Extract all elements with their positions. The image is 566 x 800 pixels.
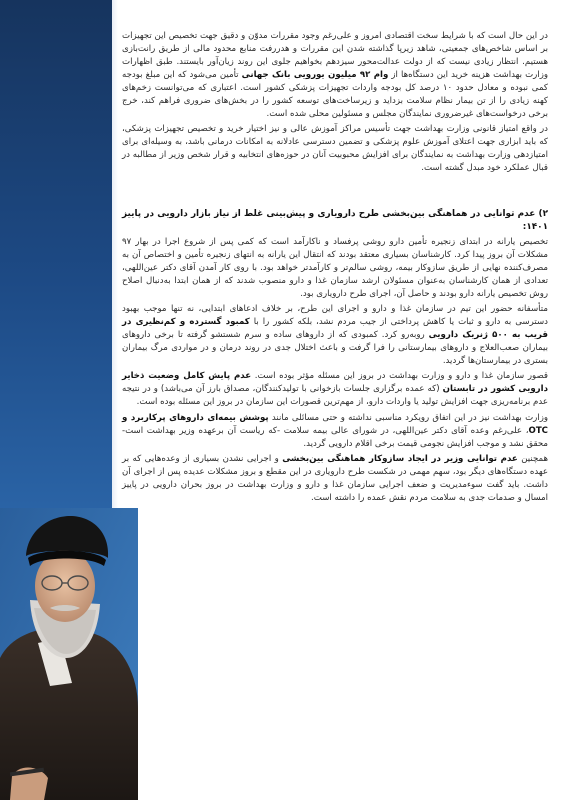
paragraph xyxy=(122,412,548,451)
text-run: تأمین می‌شود که این مبلغ بودجه کمی نبوده و معادل حدود ۱۰ درصد کل بودجه واردات تجهیزات پزشکی کشور است. اعتباری که می‌توانست زخم‌های کهنه زیادی را از تن بیمار نظام سلامت بزداید و زیرساخت‌های توسعه کشور را در بخش‌های ضروری فراهم کند، خرج برخی درخواست‌های غیرضروری نمایندگان مجلس و مسئولین محلی شده است. xyxy=(122,70,549,120)
section-heading xyxy=(122,208,548,234)
text-run: متأسفانه حضور این تیم در سازمان غذا و دارو و اجرای این طرح، بر خلاف ادعاهای ابتدایی، نه تنها موجب بهبود دسترسی به دارو و ثبات یا کاهش پرداختی از جیب مردم نشد، بلکه کشور را با xyxy=(122,304,548,328)
bold-highlight: عدم توانایی وزیر در ایجاد سازوکار هماهنگی بین‌بخشی xyxy=(282,453,518,464)
bold-highlight: پوشش بیمه‌ای داروهای پرکاربرد و OTC xyxy=(122,412,548,436)
paragraph xyxy=(122,30,548,121)
text-run: وزارت بهداشت نیز در این اتفاق رویکرد مناسبی نداشته و حتی مسائلی مانند xyxy=(268,412,548,423)
article-body xyxy=(122,30,548,507)
paragraph xyxy=(122,123,548,175)
bold-highlight: وام ۹۲ میلیون یورویی بانک جهانی xyxy=(241,70,389,81)
paragraph xyxy=(122,453,548,505)
paragraph xyxy=(122,303,548,368)
text-run: و اجرایی نشدن بسیاری از وعده‌هایی که بر عهده دستگاه‌های دیگر بود، سهم مهمی در شکست طرح دارویاری در این مقطع و بروز مشکلات عدیده پس از اجرای آن داشت. باید گفت سوءمدیریت و ضعف اجرایی سازمان غذا و دارو و وزارت بهداشت در بروز بحران دارویی در پاییز امسال و صدمات جدی به سلامت مردم نقش عمده را داشته است. xyxy=(122,453,548,503)
bold-highlight: کمبود گسترده و کم‌نظیری در قریب به ۵۰۰ ژنریک دارویی xyxy=(122,317,548,341)
text-run: ، علی‌رغم وعده آقای دکتر عین‌اللهی، در شورای عالی بیمه سلامت -که ریاست آن برعهده وزیر بهداشت است- محقق نشد و موجب افزایش نجومی قیمت برخی اقلام دارویی گردید. xyxy=(122,425,548,449)
paragraph xyxy=(122,370,548,409)
text-run: در واقع امتیاز قانونی وزارت بهداشت جهت تأسیس مراکز آموزش عالی و نیز اختیار خرید و تخصیص تجهیزات پزشکی، که باید ابزاری جهت اعتلای آموزش علوم پزشکی و تضمین دسترسی عادلانه به امکانات درمانی باشد، به وسیله‌ای برای امتیازدهی وزارت بهداشت به نمایندگان برای افزایش محبوبیت آنان در حوزه‌های انتخابیه و قرار شخص وزیر از مطالبه در قبال عملکرد خود مبدل گشته است. xyxy=(122,124,548,174)
text-run: در این حال است که با شرایط سخت اقتصادی امروز و علی‌رغم وجود مقررات مدوّن و دقیق جهت تخصیص این تجهیزات بر اساس شاخص‌های جمعیتی، شاهد زیرپا گذاشته شدن این مقررات و هدررفت منابع محدود مالی از طریق رانت‌بازی هستیم. انتظار زیادی نیست که از دولت عدالت‌محور سیزدهم بخواهیم جلوی این روند زیان‌آور بایستند. طبق اظهارات وزارت بهداشت هزینه خرید این دستگاه‌ها از xyxy=(122,31,549,81)
paragraph xyxy=(122,236,548,301)
text-run: همچنین xyxy=(517,453,549,464)
text-run: تخصیص یارانه در ابتدای زنجیره تأمین دارو روشی پرفساد و ناکارآمد است که کمی پس از شروع اجرا در بهار ۹۷ مشکلات آن بروز پیدا کرد. کارشناسان بسیاری معتقد بودند که انتقال این یارانه به انتهای زنجیره تأمین و اختصاص آن به مصرف‌کننده نهایی از طریق سازوکار بیمه، روشی سالم‌تر و کارآمدتر خواهد بود. با روی کار آمدن آقای دکتر عین‌اللهی، تعدادی از همان کارشناسان به‌عنوان مسئولان ارشد سازمان غذا و دارو منصوب شدند که از همان ابتدا به‌دنبال اصلاح روش تخصیص یارانه دارو بودند و حاصل آن، اجرای طرح دارویاری بود. xyxy=(122,236,548,300)
text-run: روبه‌رو کرد. کمبودی که از داروهای ساده و سرم شستشو گرفته تا برخی داروهای بیماران صعب‌العلاج و داروهای بیمارستانی را فرا گرفت و باعث اختلال جدی در روند درمان و در مواردی مرگ بیماران بستری در بیمارستان‌ها گردید. xyxy=(122,330,548,367)
bold-highlight: عدم پایش کامل وضعیت ذخایر دارویی کشور در تابستان xyxy=(122,371,548,395)
text-run: (که عمده برگزاری جلسات بازخوانی با تولیدکنندگان، مصداق بارز آن می‌باشد) و در نتیجه عدم برنامه‌ریزی جهت افزایش تولید یا واردات دارو، از مهم‌ترین قصورات این سازمان در بروز این مسئله بوده است. xyxy=(122,384,548,408)
text-run: قصور سازمان غذا و دارو و وزارت بهداشت در بروز این مسئله مؤثر بوده است. xyxy=(251,371,548,382)
bold-highlight: ۲) عدم توانایی در هماهنگی بین‌بخشی طرح دارویاری و پیش‌بینی غلط از نیاز بازار دارویی در پاییز ۱۴۰۱: xyxy=(122,208,548,232)
portrait-photo xyxy=(0,508,138,800)
section-spacer xyxy=(122,178,548,208)
